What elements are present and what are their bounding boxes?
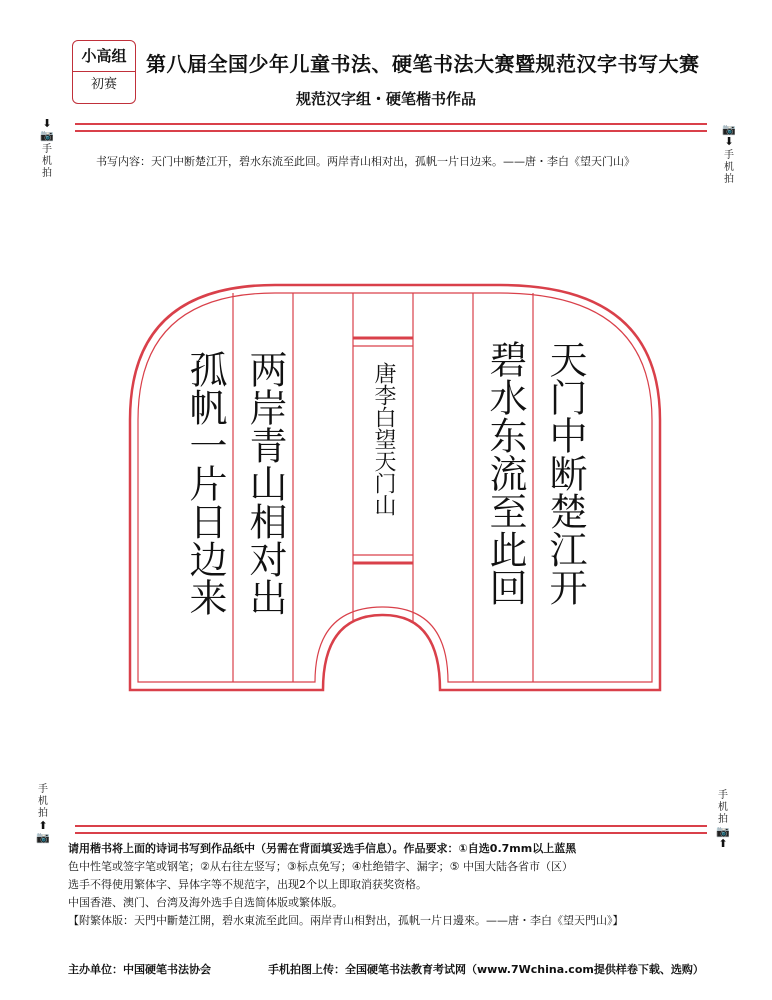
poem-column-3 <box>237 350 293 616</box>
signature-text: 唐李白望天门山 <box>371 362 396 516</box>
requirement-line: 色中性笔或签字笔或钢笔；②从右往左竖写；③标点免写；④杜绝错字、漏字；⑤ 中国大陆各省市（区） <box>68 860 573 873</box>
poem-text: 碧水东流至此回 <box>483 340 527 606</box>
camera-arrow-icon: ⬇📷 <box>40 117 54 142</box>
camera-arrow-icon: ⬆📷 <box>36 819 50 844</box>
poem-text: 两岸青山相对出 <box>243 350 287 616</box>
requirements-block <box>68 840 704 930</box>
group-label: 小高组 <box>73 41 135 72</box>
camera-arrow-icon: 📷⬆ <box>716 825 730 850</box>
phone-label: 手机拍 <box>724 150 734 185</box>
photo-marker-bottom-left <box>36 784 50 846</box>
camera-arrow-icon: 📷⬇ <box>722 123 736 148</box>
page-title: 第八届全国少年儿童书法、硬笔书法大赛暨规范汉字书写大赛 <box>146 52 700 76</box>
requirement-line: 选手不得使用繁体字、异体字等不规范字，出现2个以上即取消获奖资格。 <box>68 878 427 891</box>
poem-text: 孤帆一片日边来 <box>183 350 227 616</box>
phone-label: 手机拍 <box>38 784 48 819</box>
requirement-line: 请用楷书将上面的诗词书写到作品纸中（另需在背面填妥选手信息）。作品要求：①自选0.7mm以上蓝黑 <box>68 842 577 855</box>
round-label: 初赛 <box>90 77 117 92</box>
phone-label: 手机拍 <box>718 790 728 825</box>
phone-label: 手机拍 <box>42 144 52 179</box>
poem-text: 天门中断楚江开 <box>543 340 587 606</box>
poem-column-4 <box>177 350 233 616</box>
organizer-text: 主办单位：中国硬笔书法协会 <box>68 963 211 976</box>
poem-column-1 <box>537 340 593 606</box>
bottom-rule-2 <box>75 832 707 834</box>
requirement-line: 【附繁体版：天門中斷楚江開，碧水東流至此回。兩岸青山相對出，孤帆一片日邊來。——唐・李白《望天門山》】 <box>68 914 624 927</box>
upload-text: 手机拍图上传：全国硬笔书法教育考试网（www.7Wchina.com提供样卷下载、选购） <box>268 963 704 976</box>
photo-marker-bottom-right <box>716 790 730 852</box>
bottom-rule-1 <box>75 825 707 827</box>
signature-column <box>357 362 409 516</box>
writing-content: 书写内容：天门中断楚江开，碧水东流至此回。两岸青山相对出，孤帆一片日边来。——唐・李白《望天门山》 <box>96 155 635 168</box>
page-subtitle: 规范汉字组・硬笔楷书作品 <box>295 90 476 108</box>
poem-column-2 <box>477 340 533 606</box>
requirement-line: 中国香港、澳门、台湾及海外选手自选简体版或繁体版。 <box>68 896 343 909</box>
